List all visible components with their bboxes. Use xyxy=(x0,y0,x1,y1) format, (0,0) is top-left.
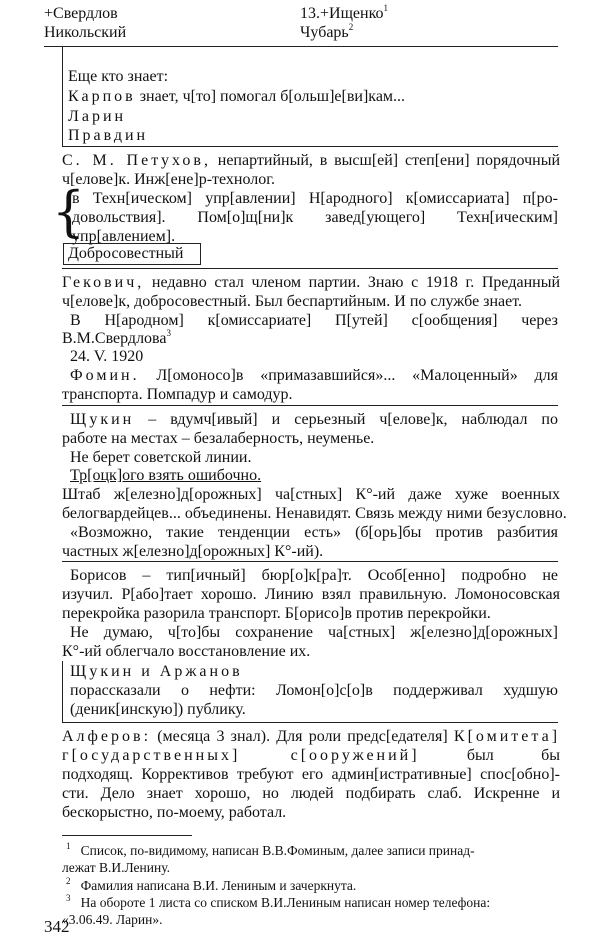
others-line-4: Правдин xyxy=(68,127,149,144)
footnote-ref-2: 2 xyxy=(348,22,354,32)
gekovich-line-2: ч[елове]к, добросовестный. Был беспартийным. И по службе знает. xyxy=(62,293,523,310)
footnote-ref-1: 1 xyxy=(383,3,389,13)
section-divider-2 xyxy=(62,268,558,269)
alferov-line-4: сти. Дело знает хорошо, но людей подбирать слаб. Искренне и xyxy=(62,785,560,802)
gekovich-line-4: В.М.Свердлова$^3$ xyxy=(62,328,171,347)
gekovich-line-3: В Н[ародном] к[омиссариате] П[утей] с[ообщения] через xyxy=(70,312,558,329)
boxed-note: Добросовестный xyxy=(63,243,201,265)
petukhov-brace-line-3: упр[авлением]. xyxy=(72,228,176,245)
section-divider-3 xyxy=(62,405,558,406)
alferov-line-1: Алферов: (месяца 3 знал). Для роли предс[едателя] К[омитета] xyxy=(62,728,561,745)
borisov-line-1: Борисов – тип[ичный] бюр[о]к[ра]т. Особ[енно] подробно не xyxy=(70,567,558,584)
header-left-2: Никольский xyxy=(44,24,127,41)
borisov-line-2: изучил. Р[або]тает хорошо. Линию взял правильную. Ломоносовская xyxy=(62,586,560,603)
footnote-rule xyxy=(62,835,192,836)
date-line: 24. V. 1920 xyxy=(70,348,144,365)
section-divider-5 xyxy=(62,722,558,723)
shchukin-line-2: работе на местах – безалаберность, неуменье. xyxy=(62,430,375,447)
shchukin-line-4: Тр[оцк]ого взять ошибочно. xyxy=(70,467,262,484)
neft-left-rule xyxy=(62,661,63,723)
petukhov-brace-line-2: довольствия]. Пом[о]щ[ни]к завед[ующего] Техн[ическим] xyxy=(72,209,558,226)
shchukin-line-7: «Возможно, такие тенденции есть» (б[орь]бы против разбития xyxy=(70,524,558,541)
gekovich-line-1: Гекович, недавно стал членом партии. Знаю с 1918 г. Преданный xyxy=(62,274,561,291)
shchukin-line-8: частных ж[елезно]д[орожных] К°-ий). xyxy=(62,543,324,560)
footnote-3: $^3$ На обороте 1 листа со списком В.И.Лениным написан номер телефона: xyxy=(66,893,491,910)
borisov-line-5: К°-ий облегчало восстановление их. xyxy=(62,643,311,660)
fomin-line-1: Фомин. Л[омоносо]в «примазавшийся»... «Малоценный» для xyxy=(70,367,559,384)
others-line-1: Еще кто знает: xyxy=(68,68,169,85)
borisov-line-4: Не думаю, ч[то]бы сохранение ча[стных] ж[елезно]д[орожных] xyxy=(70,624,558,641)
curly-brace: { xyxy=(52,180,86,244)
section-divider-4 xyxy=(62,561,558,562)
section-divider-1 xyxy=(62,146,558,147)
shchukin-line-1: Щукин – вдумч[ивый] и серьезный ч[елове]к, наблюдал по xyxy=(70,411,558,428)
shchukin-line-5: Штаб ж[елезно]д[орожных] ча[стных] К°-ий даже хуже военных xyxy=(62,486,560,503)
alferov-line-2: г[осударственных] с[ооружений] был бы xyxy=(62,747,560,764)
petukhov-line-1: С. М. Петухов, непартийный, в высш[ей] степ[ени] порядочный xyxy=(62,152,560,169)
neft-line-2: порассказали о нефти: Ломон[о]с[о]в поддерживал худшую xyxy=(70,682,558,699)
footnote-2: $^2$ Фамилия написана В.И. Лениным и зачеркнута. xyxy=(66,876,357,893)
alferov-line-3: подходящ. Коррективов требуют его админ[истративные] спос[обно]- xyxy=(62,766,560,783)
footnote-3-cont: «3.06.49. Ларин». xyxy=(62,912,163,927)
neft-line-1: Щукин и Аржанов xyxy=(70,663,243,680)
others-line-3: Ларин xyxy=(68,108,127,125)
neft-line-3: (деник[инскую]) публику. xyxy=(70,701,246,718)
petukhov-brace-line-1: в Техн[ическом] упр[авлении] Н[ародного] к[омиссариата] п[ро- xyxy=(72,190,558,207)
footnote-1-cont: лежат В.И.Ленину. xyxy=(62,860,170,875)
header-right-1: 13.+Ищенко$^1$ xyxy=(300,3,389,22)
others-line-2: Карпов знает, ч[то] помогал б[ольш]е[ви]кам... xyxy=(68,88,406,105)
header-divider xyxy=(44,46,558,47)
others-left-rule xyxy=(62,46,63,146)
petukhov-line-2: ч[елове]к. Инж[ене]р-технолог. xyxy=(62,171,276,188)
shchukin-line-6: белогвардейцев... объединены. Ненавидят. Связь между ними безусловно. xyxy=(62,505,567,522)
fomin-line-2: транспорта. Помпадур и самодур. xyxy=(62,386,293,403)
page-number: 342 xyxy=(44,917,70,936)
header-left-1: +Свердлов xyxy=(44,5,118,22)
footnote-ref-3: 3 xyxy=(166,328,171,338)
borisov-line-3: перекройка разорила транспорт. Б[орисо]в против перекройки. xyxy=(62,605,491,622)
header-right-2: Чубарь$^2$ xyxy=(300,22,354,41)
shchukin-line-3: Не берет советской линии. xyxy=(70,449,252,466)
alferov-line-5: бескорыстно, по-моему, работал. xyxy=(62,804,287,821)
footnote-1: $^1$ Список, по-видимому, написан В.В.Фоминым, далее записи принад- xyxy=(66,841,475,858)
